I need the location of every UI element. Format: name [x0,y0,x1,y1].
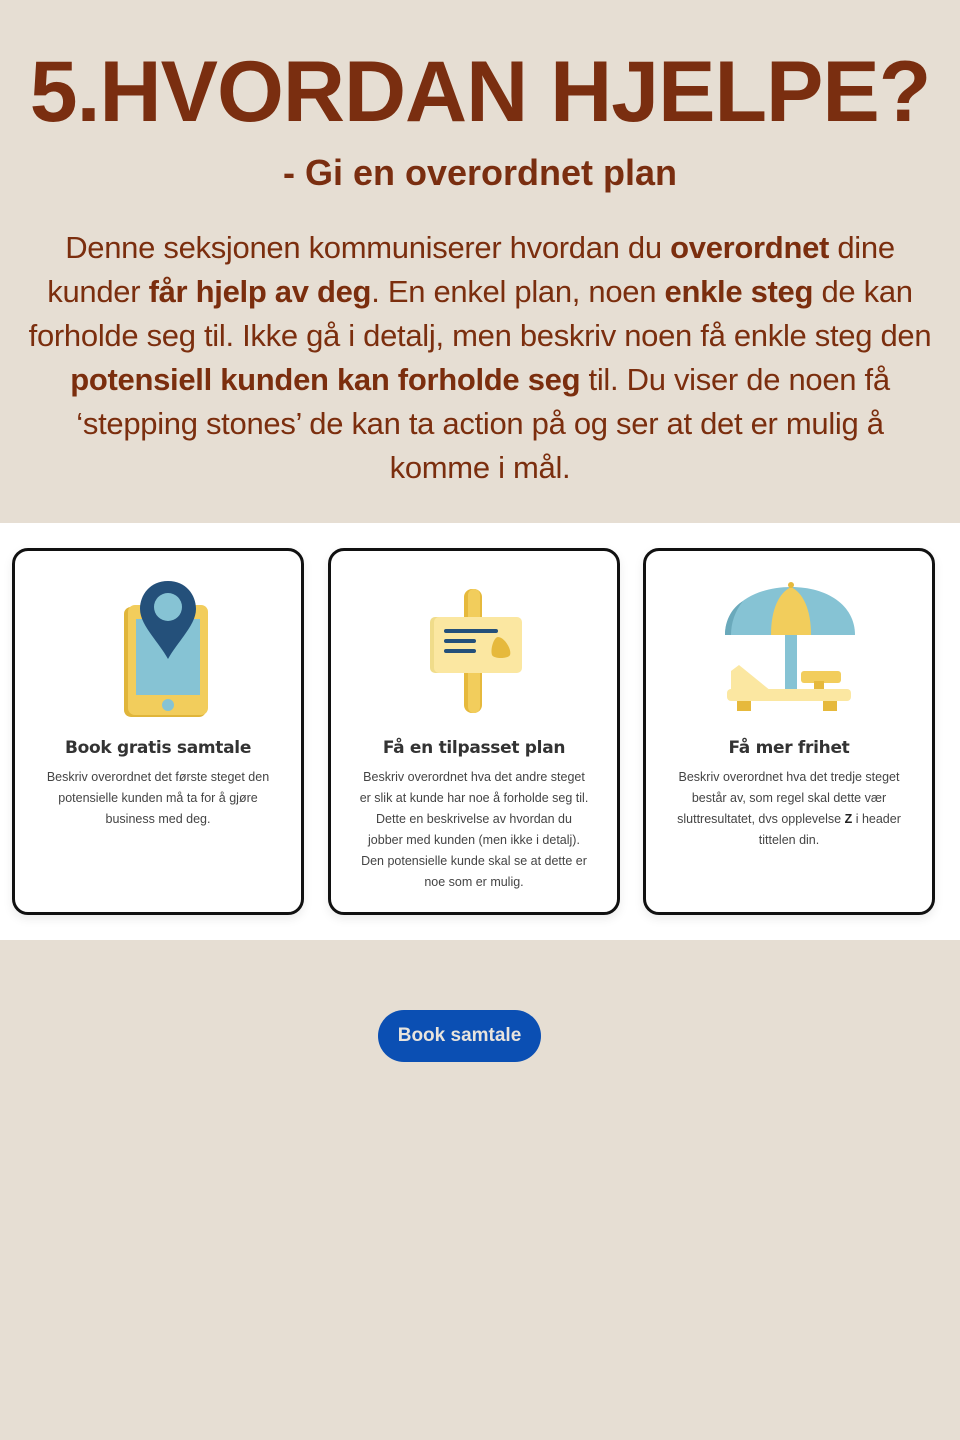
text-line [664,767,914,788]
text-line [349,809,599,830]
text-line [0,358,960,402]
page-title: 5.HVORDAN HJELPE? [29,44,931,140]
text-segment: potensielle kunden må ta for å gjøre [58,791,258,805]
book-call-button[interactable]: Book samtale [378,1010,541,1062]
beach-umbrella-lounger-icon [646,579,932,719]
step-description [349,767,599,893]
step-description [664,767,914,851]
text-segment: i header [852,812,901,826]
text-line [349,872,599,893]
emphasized-text: potensiell kunden kan forholde seg [70,362,581,397]
text-segment: business med deg. [105,812,211,826]
step-title: Få en tilpasset plan [382,738,566,758]
text-line [349,767,599,788]
text-line [33,809,283,830]
text-segment: . En enkel plan, noen [371,274,665,309]
signpost-icon [331,579,617,719]
text-segment: sluttresultatet, dvs opplevelse [677,812,845,826]
text-segment: noe som er mulig. [424,875,524,889]
text-segment: til. Du viser de noen få [580,362,890,397]
text-segment: er slik at kunde har noe å forholde seg til. [359,791,589,805]
text-line [664,788,914,809]
text-line [33,788,283,809]
text-line [0,270,960,314]
emphasized-text: enkle steg [664,274,814,309]
text-line [664,809,914,830]
text-line [0,226,960,270]
text-segment: dine [829,230,895,265]
text-line [33,767,283,788]
text-segment: de kan [813,274,913,309]
step-card-2 [328,548,620,915]
text-segment: tittelen din. [758,833,820,847]
page-subtitle: - Gi en overordnet plan [282,152,678,193]
text-segment: ‘stepping stones’ de kan ta action på og ser at det er mulig å [76,406,884,441]
text-segment: Beskriv overordnet hva det andre steget [363,770,585,784]
emphasized-text: overordnet [670,230,830,265]
text-segment: Den potensielle kunde skal se at dette er [361,854,587,868]
emphasized-text: Z [844,812,853,826]
text-segment: Beskriv overordnet hva det tredje steget [678,770,900,784]
step-title: Få mer frihet [728,738,850,758]
text-segment: Denne seksjonen kommuniserer hvordan du [65,230,671,265]
text-line [0,314,960,358]
text-segment: jobber med kunden (men ikke i detalj). [368,833,580,847]
text-line [664,830,914,851]
intro-paragraph [0,226,960,490]
text-line [0,446,960,490]
phone-location-pin-icon [15,579,301,719]
emphasized-text: får hjelp av deg [148,274,372,309]
text-line [349,830,599,851]
text-segment: består av, som regel skal dette vær [691,791,887,805]
step-card-1 [12,548,304,915]
text-segment: komme i mål. [389,450,571,485]
step-title: Book gratis samtale [64,738,252,758]
text-segment: kunder [47,274,149,309]
text-line [0,402,960,446]
text-line [349,788,599,809]
step-description [33,767,283,830]
text-line [349,851,599,872]
text-segment: Dette en beskrivelse av hvordan du [376,812,572,826]
step-card-3 [643,548,935,915]
text-segment: forholde seg til. Ikke gå i detalj, men beskriv noen få enkle steg den [28,318,932,353]
text-segment: Beskriv overordnet det første steget den [46,770,270,784]
